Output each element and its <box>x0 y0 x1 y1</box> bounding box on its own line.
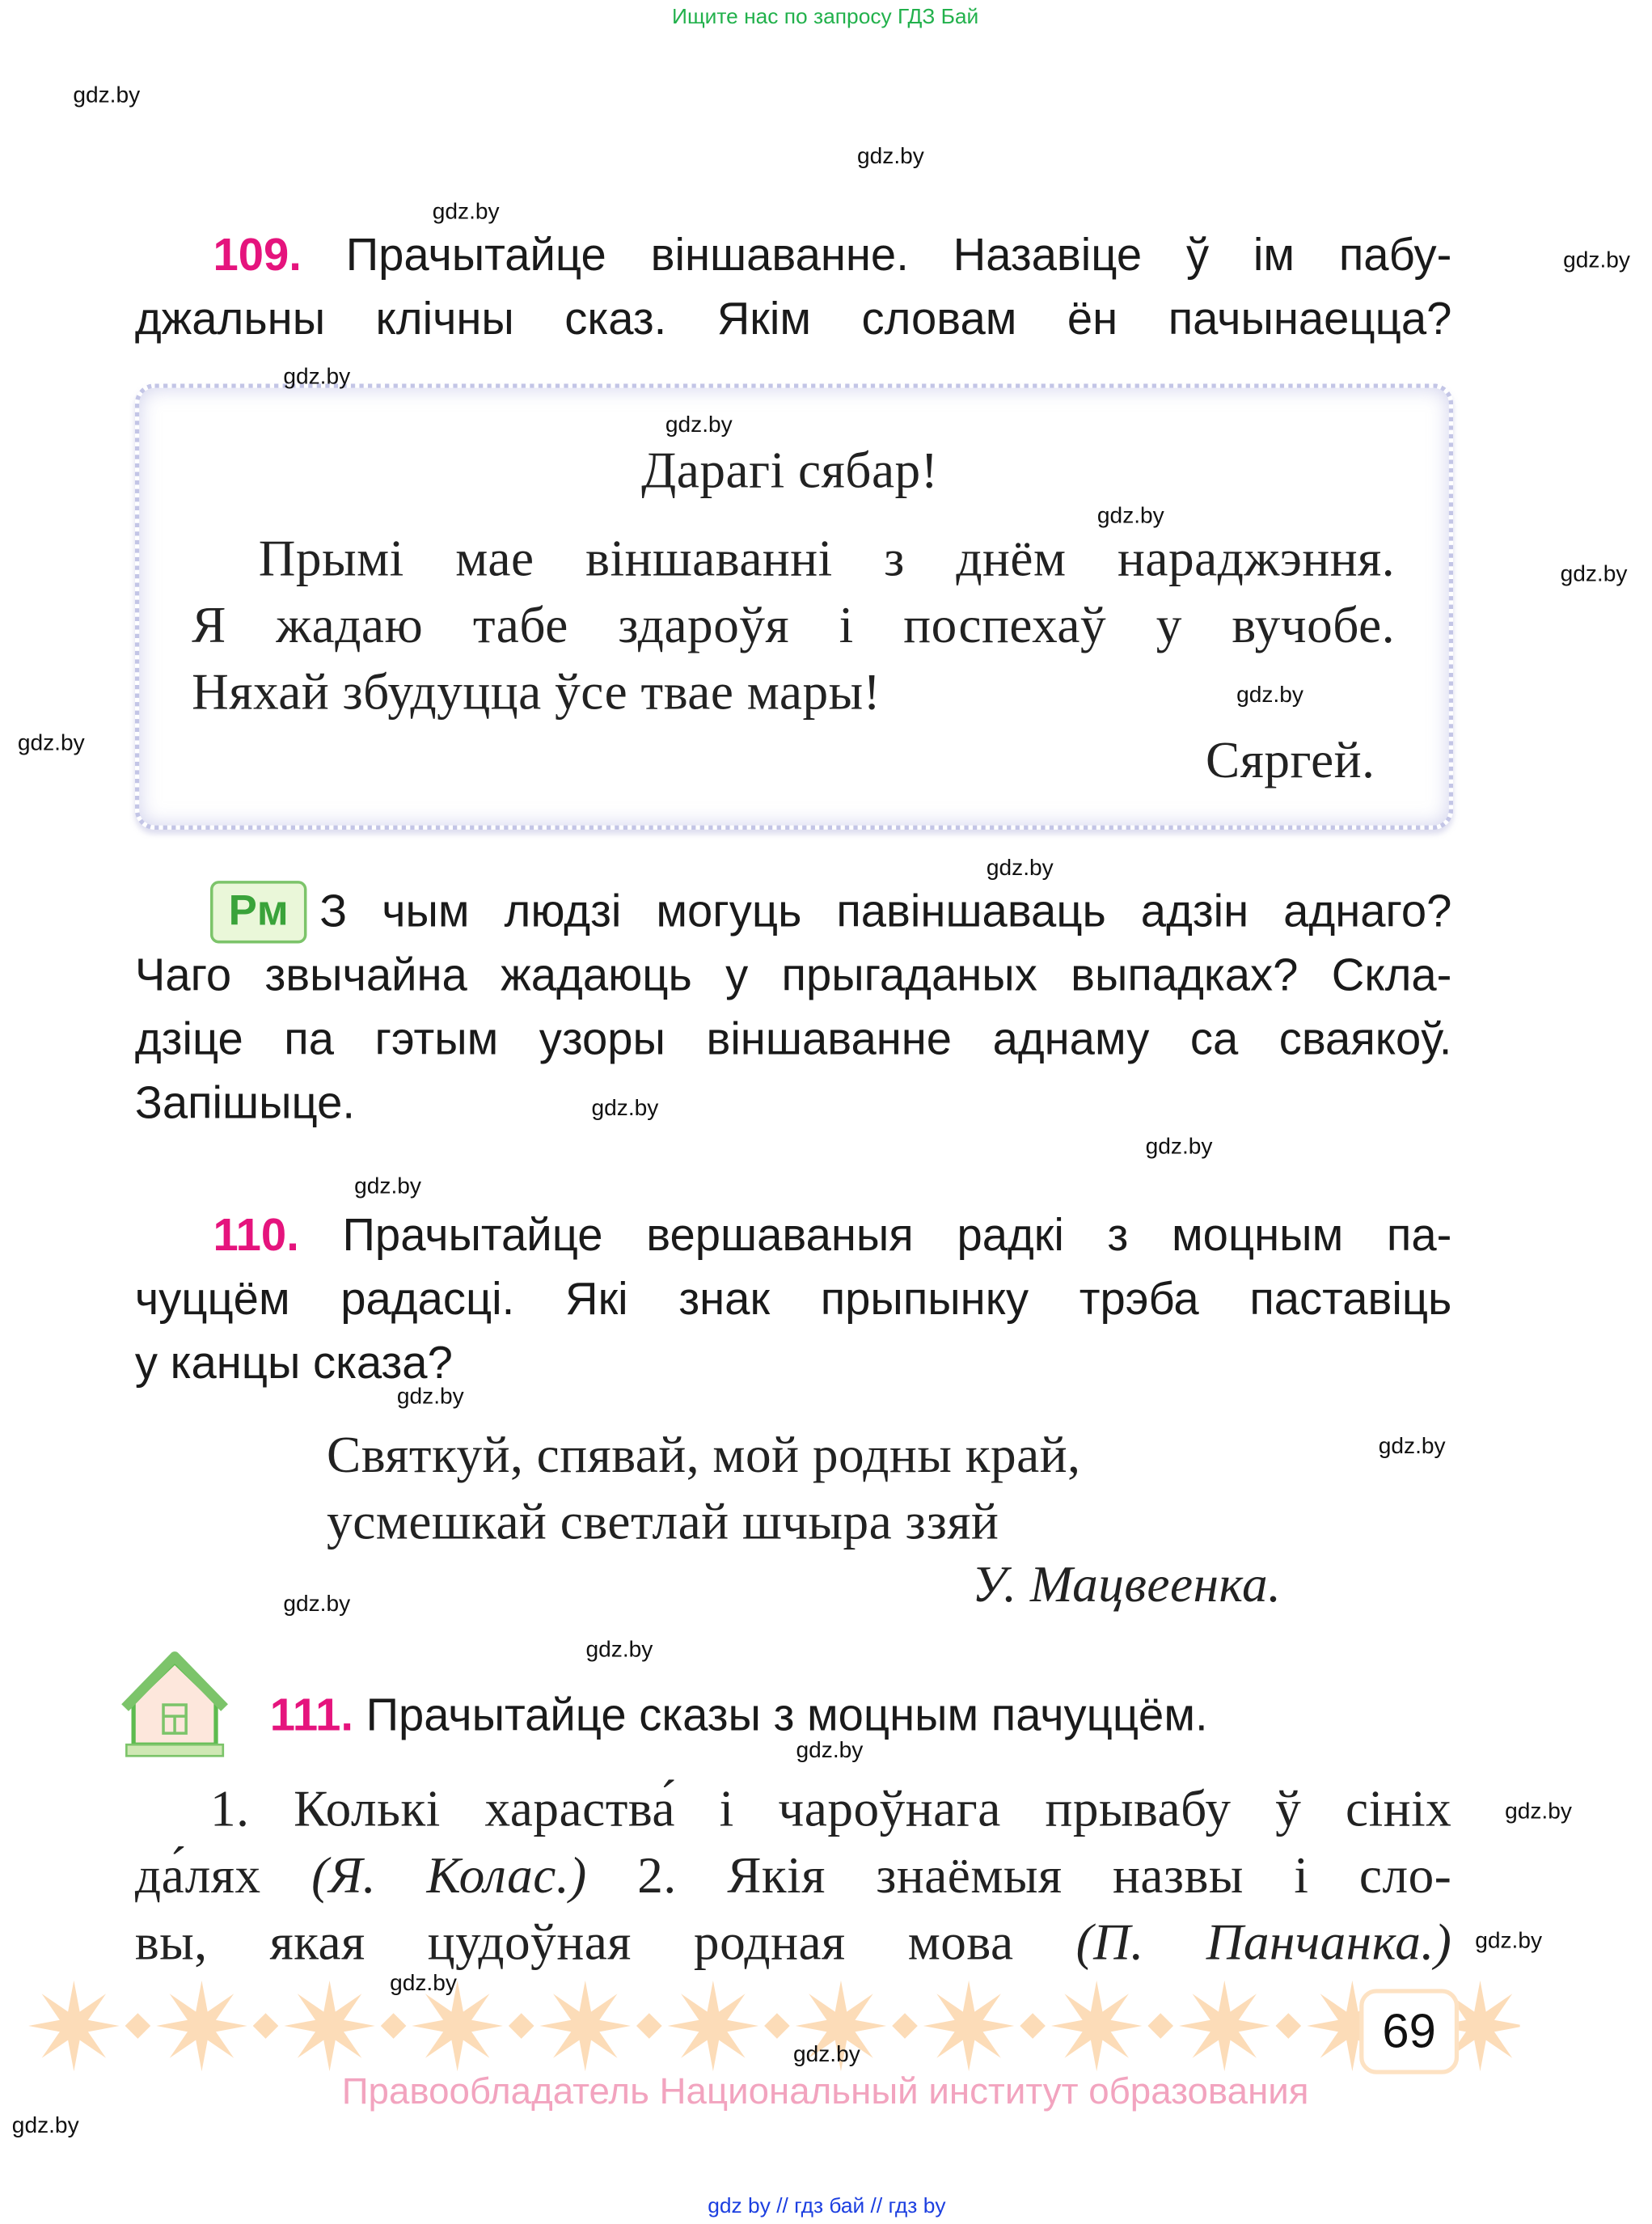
watermark: gdz.by <box>1560 562 1628 587</box>
watermark: gdz.by <box>432 200 500 225</box>
poem-author: У. Мацвеенка. <box>972 1555 1282 1613</box>
watermark: gdz.by <box>17 731 85 756</box>
exercise-number: 109. <box>213 228 302 281</box>
copyright-notice: Правообладатель Национальный институт образования <box>341 2069 1309 2112</box>
prompt-line: джальны клічны сказ. Якім словам ён пачынаецца? <box>134 292 1452 345</box>
exercise-111-sentences <box>135 1776 1451 1977</box>
watermark: gdz.by <box>1096 504 1164 529</box>
sentence-author: (Я. Колас.) <box>311 1846 587 1904</box>
task-line: Чаго звычайна жадаюць у прыгаданых выпадках? Скла- <box>134 949 1452 1000</box>
sentence-text: 2. Якія знаёмыя назвы і сло- <box>637 1846 1452 1904</box>
prompt-line: Прачытайце вершаваныя радкі з моцным па- <box>342 1208 1452 1261</box>
card-body <box>192 526 1395 726</box>
sentence-text: да́лях <box>134 1846 261 1904</box>
watermark: gdz.by <box>396 1385 464 1410</box>
ornament-flake <box>1179 1981 1270 2071</box>
ornament-flake <box>1051 1981 1142 2071</box>
task-line: Запішыце. <box>134 1076 355 1128</box>
ornament-diamond <box>1147 2013 1173 2039</box>
card-line: Прымі мае віншаванні з днём нараджэння. <box>258 530 1396 587</box>
prompt-line: у канцы сказа? <box>134 1337 453 1389</box>
watermark: gdz.by <box>11 2113 79 2138</box>
sentence-line: 1. Колькі хараства́ і чароўнага прывабу ў сініх <box>209 1780 1452 1837</box>
sentence-text: вы, якая цудоўная родная мова <box>134 1913 1014 1971</box>
card-line: Няхай збудуцца ўсе твае мары! <box>192 663 881 721</box>
watermark: gdz.by <box>665 413 733 438</box>
page-number: 69 <box>1359 1989 1459 2074</box>
sentence-author: (П. Панчанка.) <box>1075 1913 1452 1971</box>
exercise-number: 110. <box>213 1208 299 1261</box>
prompt-line: Прачытайце віншаванне. Назавіце ў ім пабу- <box>345 228 1452 281</box>
ornament-diamond <box>636 2013 662 2039</box>
ornament-diamond <box>253 2013 279 2039</box>
task-line: дзіце па гэтым узоры віншаванне аднаму са сваякоў. <box>134 1013 1452 1064</box>
ornament-flake <box>156 1981 247 2071</box>
poem-line: усмешкай светлай шчыра ззяй <box>327 1493 999 1550</box>
ornament-flake <box>668 1981 758 2071</box>
search-hint[interactable]: Ищите нас по запросу ГДЗ Бай <box>672 5 979 30</box>
ornament-diamond <box>1276 2013 1302 2039</box>
ornament-flake <box>284 1981 374 2071</box>
exercise-109-prompt <box>135 223 1451 351</box>
ornament-diamond <box>125 2013 151 2039</box>
watermark: gdz.by <box>857 145 924 170</box>
watermark: gdz.by <box>1505 1799 1572 1824</box>
watermark: gdz.by <box>1475 1929 1543 1954</box>
watermark: gdz.by <box>1145 1135 1213 1160</box>
home-task-icon <box>120 1651 230 1759</box>
exercise-110-prompt <box>135 1203 1451 1395</box>
card-signature: Сяргей. <box>1206 731 1375 789</box>
footer-links[interactable]: gdz by // гдз бай // гдз by <box>708 2194 946 2219</box>
ornament-diamond <box>764 2013 790 2039</box>
ornament-flake <box>540 1981 631 2071</box>
watermark: gdz.by <box>1563 248 1630 273</box>
watermark: gdz.by <box>796 1739 864 1764</box>
watermark: gdz.by <box>390 1972 457 1997</box>
prompt-line: Прачытайце сказы з моцным пачуццём. <box>365 1689 1208 1740</box>
watermark: gdz.by <box>986 856 1054 882</box>
watermark: gdz.by <box>1236 683 1303 708</box>
watermark: gdz.by <box>73 83 141 108</box>
watermark: gdz.by <box>585 1638 653 1663</box>
ornament-flake <box>923 1981 1014 2071</box>
ornament-flake <box>28 1981 119 2071</box>
ornament-band <box>0 1975 1520 2077</box>
poem-line: Святкуй, спявай, мой родны край, <box>327 1426 1081 1483</box>
card-line: Я жадаю табе здароўя і поспехаў у вучобе. <box>192 596 1396 654</box>
exercise-number: 111. <box>269 1689 353 1740</box>
exercise-109-task <box>135 879 1451 1135</box>
prompt-line: чуццём радасці. Які знак прыпынку трэба паставіць <box>134 1273 1452 1325</box>
ornament-diamond <box>381 2013 407 2039</box>
watermark: gdz.by <box>283 365 351 390</box>
task-line: З чым людзі могуць павіншаваць адзін аднаго? <box>319 885 1452 937</box>
exercise-111-prompt <box>270 1684 1208 1748</box>
watermark: gdz.by <box>591 1097 659 1122</box>
watermark: gdz.by <box>354 1174 421 1199</box>
watermark: gdz.by <box>283 1592 351 1617</box>
speech-development-badge: Рм <box>210 881 306 943</box>
watermark: gdz.by <box>1378 1435 1446 1460</box>
ornament-diamond <box>509 2013 534 2039</box>
poem <box>327 1422 1321 1555</box>
ornament-diamond <box>892 2013 918 2039</box>
ornament-diamond <box>1020 2013 1046 2039</box>
watermark: gdz.by <box>792 2043 860 2067</box>
card-greeting: Дарагі сябар! <box>641 442 939 499</box>
